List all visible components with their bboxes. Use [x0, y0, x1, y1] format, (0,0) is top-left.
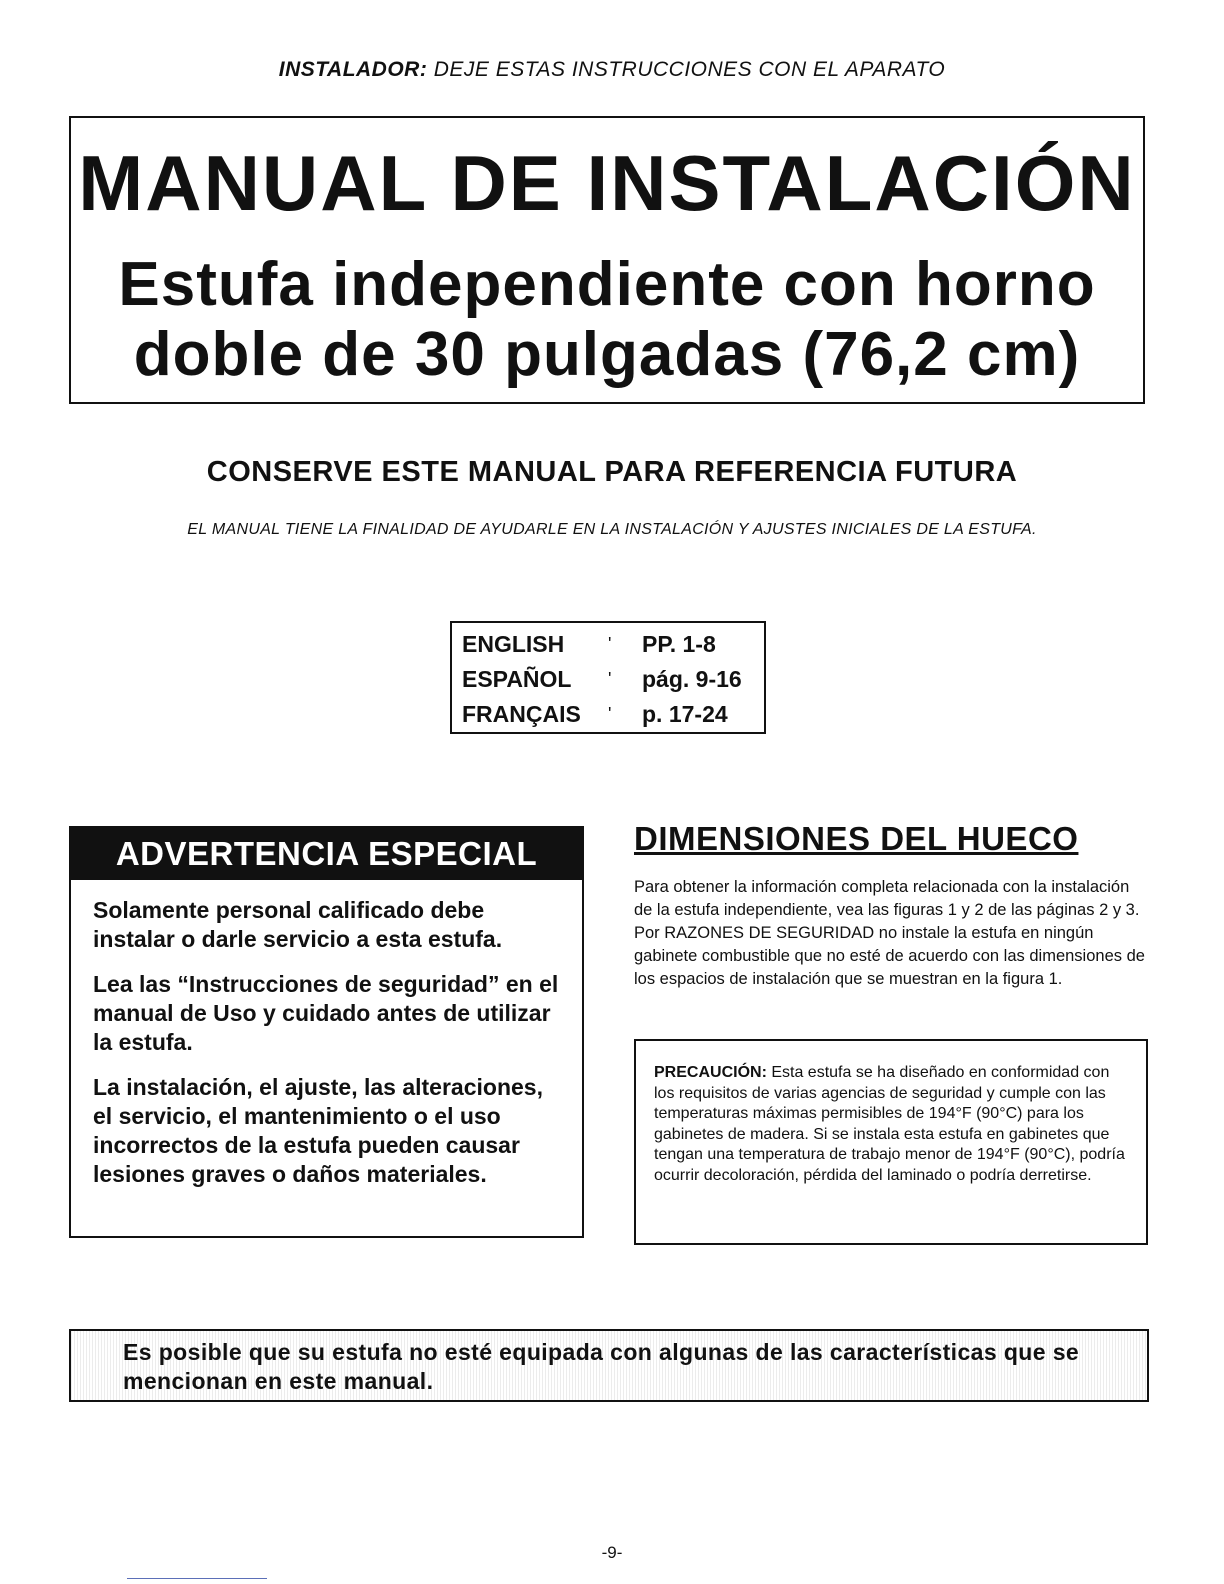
language-name: FRANÇAIS: [462, 701, 581, 727]
product-subtitle-line-1: Estufa independiente con horno: [118, 250, 1096, 319]
installer-note-text: DEJE ESTAS INSTRUCCIONES CON EL APARATO: [433, 58, 946, 81]
title-box: [69, 116, 1145, 404]
caution-text: Esta estufa se ha diseñado en conformidad con los requisitos de varias agencias de seguridad y cumple con las temperaturas máximas permisibles de 194°F (90°C) para los gabinetes de madera. Si se instala esta estufa en gabinetes que tengan una temperatura de trabajo menor de 194°F (90°C), podría ocurrir decoloración, pérdida del laminado o podría derretirse.: [654, 1064, 1125, 1184]
special-warning-body: [71, 880, 582, 1189]
features-notice: Es posible que su estufa no esté equipada con algunas de las características que se mencionan en este manual.: [69, 1329, 1149, 1402]
manual-title: MANUAL DE INSTALACIÓN: [78, 139, 1136, 227]
warning-paragraph: Solamente personal calificado debe instalar o darle servicio a esta estufa.: [93, 897, 503, 952]
installer-note-lead: INSTALADOR:: [278, 58, 428, 81]
language-separator: ': [608, 704, 612, 724]
purpose-note: EL MANUAL TIENE LA FINALIDAD DE AYUDARLE EN LA INSTALACIÓN Y AJUSTES INICIALES DE LA ESTUFA.: [187, 521, 1037, 538]
footer-divider: [127, 1578, 267, 1579]
language-separator: ': [608, 669, 612, 689]
language-pages: pág. 9-16: [642, 666, 742, 692]
dimensions-text: Para obtener la información completa relacionada con la instalación de la estufa independiente, vea las figuras 1 y 2 de las páginas 2 y 3. Por RAZONES DE SEGURIDAD no instale la estufa en ningún gabinete combustible que no esté de acuerdo con las dimensiones de los espacios de instalación que se muestran en la figura 1.: [634, 878, 1145, 988]
language-index-table: [450, 621, 766, 734]
language-row: [462, 627, 764, 662]
language-name: ESPAÑOL: [462, 666, 572, 692]
product-subtitle-line-2: doble de 30 pulgadas (76,2 cm): [133, 320, 1081, 389]
special-warning-box: [69, 826, 584, 1238]
conserve-heading: CONSERVE ESTE MANUAL PARA REFERENCIA FUTURA: [206, 456, 1018, 488]
page-number: -9-: [601, 1543, 623, 1562]
language-separator: ': [608, 634, 612, 654]
caution-label: PRECAUCIÓN:: [654, 1064, 767, 1081]
caution-box: [634, 1039, 1148, 1245]
language-pages: PP. 1-8: [642, 631, 716, 657]
warning-paragraph: La instalación, el ajuste, las alteraciones, el servicio, el mantenimiento o el uso incorrectos de la estufa pueden causar lesiones graves o daños materiales.: [93, 1074, 543, 1187]
language-row: [462, 662, 764, 697]
special-warning-header: ADVERTENCIA ESPECIAL: [71, 828, 582, 880]
warning-paragraph: Lea las “Instrucciones de seguridad” en el manual de Uso y cuidado antes de utilizar la estufa.: [93, 971, 559, 1055]
product-subtitle: [71, 250, 1143, 390]
language-name: ENGLISH: [462, 631, 565, 657]
language-pages: p. 17-24: [642, 701, 728, 727]
installer-note: [0, 58, 1224, 82]
language-row: [462, 697, 764, 732]
dimensions-heading: DIMENSIONES DEL HUECO: [634, 820, 1079, 857]
